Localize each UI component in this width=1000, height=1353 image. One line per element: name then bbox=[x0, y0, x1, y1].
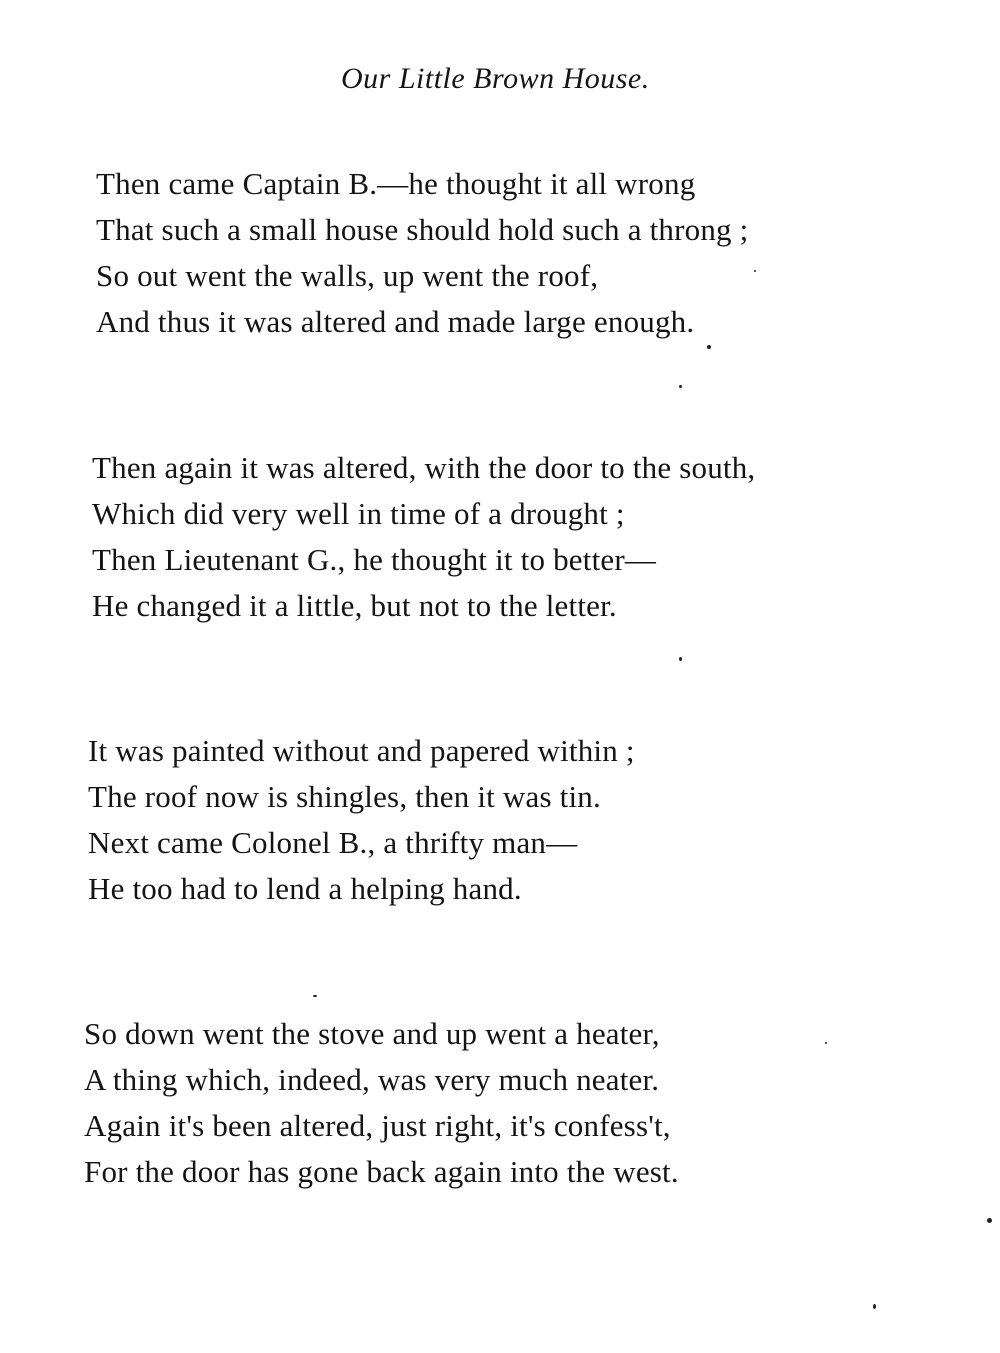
verse-line: The roof now is shingles, then it was tin. bbox=[88, 779, 601, 814]
verse-line: And thus it was altered and made large enough. bbox=[96, 304, 695, 339]
print-speck bbox=[825, 1042, 827, 1044]
verse-line: Again it's been altered, just right, it's confess't, bbox=[84, 1108, 671, 1143]
verse-line: He changed it a little, but not to the letter. bbox=[92, 588, 617, 623]
print-speck bbox=[707, 345, 711, 349]
stanza bbox=[96, 161, 749, 345]
verse-line: So out went the walls, up went the roof, bbox=[96, 258, 599, 293]
verse-line: Then came Captain B.—he thought it all wrong bbox=[96, 166, 696, 201]
verse-line: He too had to lend a helping hand. bbox=[88, 871, 522, 906]
print-speck bbox=[754, 270, 756, 272]
print-speck bbox=[679, 385, 682, 388]
stanza bbox=[92, 445, 755, 629]
verse-line: It was painted without and papered within ; bbox=[88, 733, 635, 768]
print-speck bbox=[873, 1304, 876, 1309]
print-speck bbox=[679, 657, 682, 661]
verse-line: Next came Colonel B., a thrifty man— bbox=[88, 825, 578, 860]
verse-line: Then Lieutenant G., he thought it to better— bbox=[92, 542, 657, 577]
verse-line: Which did very well in time of a drought ; bbox=[92, 496, 625, 531]
print-speck bbox=[313, 995, 317, 997]
running-title: Our Little Brown House. bbox=[341, 62, 650, 95]
stanza bbox=[84, 1011, 679, 1195]
verse-line: That such a small house should hold such a throng ; bbox=[96, 212, 749, 247]
verse-line: Then again it was altered, with the door to the south, bbox=[92, 450, 756, 485]
stanza bbox=[88, 728, 635, 912]
verse-line: A thing which, indeed, was very much neater. bbox=[84, 1062, 660, 1097]
print-speck bbox=[987, 1218, 992, 1223]
verse-line: So down went the stove and up went a heater, bbox=[84, 1016, 660, 1051]
verse-line: For the door has gone back again into the west. bbox=[84, 1154, 679, 1189]
